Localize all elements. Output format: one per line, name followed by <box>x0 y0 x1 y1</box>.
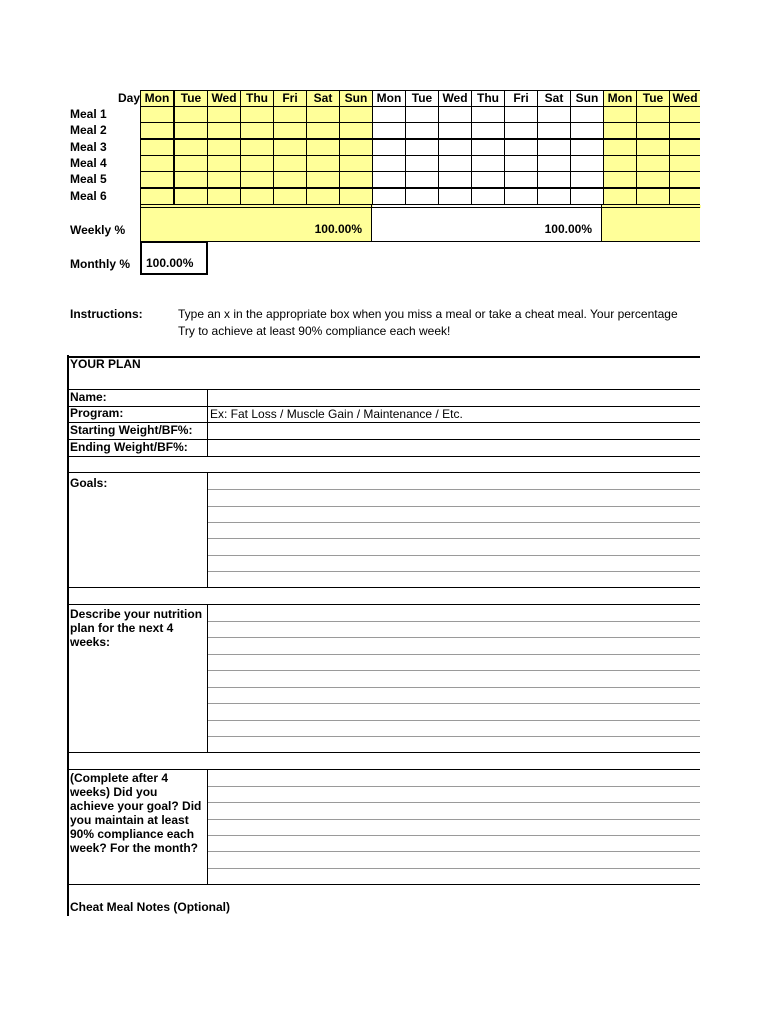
meal-checkbox-cell[interactable] <box>537 122 571 139</box>
day-header-tue: Tue <box>636 90 670 107</box>
meal-checkbox-cell[interactable] <box>140 171 174 188</box>
meal-checkbox-cell[interactable] <box>504 139 538 156</box>
writing-line[interactable] <box>208 835 700 836</box>
meal-label: Meal 5 <box>70 172 107 186</box>
meal-checkbox-cell[interactable] <box>471 171 505 188</box>
meal-checkbox-cell[interactable] <box>438 106 472 123</box>
meal-checkbox-cell[interactable] <box>372 188 406 205</box>
day-header-fri: Fri <box>273 90 307 107</box>
meal-checkbox-cell[interactable] <box>273 155 307 172</box>
writing-line[interactable] <box>208 571 700 572</box>
meal-checkbox-cell[interactable] <box>504 188 538 205</box>
ending-weight-field[interactable] <box>208 440 700 456</box>
writing-line[interactable] <box>208 868 700 869</box>
meal-checkbox-cell[interactable] <box>140 139 174 156</box>
meal-checkbox-cell[interactable] <box>306 106 340 123</box>
starting-weight-field[interactable] <box>208 423 700 439</box>
meal-label: Meal 4 <box>70 156 107 170</box>
meal-checkbox-cell[interactable] <box>405 139 439 156</box>
meal-checkbox-cell[interactable] <box>240 155 274 172</box>
meal-checkbox-cell[interactable] <box>339 106 373 123</box>
writing-line[interactable] <box>208 819 700 820</box>
meal-checkbox-cell[interactable] <box>603 122 637 139</box>
meal-checkbox-cell[interactable] <box>174 171 208 188</box>
meal-checkbox-cell[interactable] <box>603 171 637 188</box>
meal-checkbox-cell[interactable] <box>140 188 174 205</box>
day-header-mon: Mon <box>603 90 637 107</box>
monthly-percent-label: Monthly % <box>70 257 130 271</box>
monthly-percent-value: 100.00% <box>146 256 194 270</box>
writing-line[interactable] <box>208 687 700 688</box>
meal-label: Meal 3 <box>70 140 107 154</box>
meal-checkbox-cell[interactable] <box>504 106 538 123</box>
meal-checkbox-cell[interactable] <box>240 106 274 123</box>
meal-checkbox-cell[interactable] <box>240 171 274 188</box>
writing-line[interactable] <box>208 654 700 655</box>
name-field[interactable] <box>208 390 700 406</box>
meal-checkbox-cell[interactable] <box>207 155 241 172</box>
meal-checkbox-cell[interactable] <box>570 188 604 205</box>
plan-line <box>67 769 700 770</box>
meal-checkbox-cell[interactable] <box>471 106 505 123</box>
day-header-thu: Thu <box>471 90 505 107</box>
ending-weight-label: Ending Weight/BF%: <box>70 440 188 454</box>
day-header-mon: Mon <box>140 90 174 107</box>
meal-checkbox-cell[interactable] <box>537 139 571 156</box>
plan-line <box>67 456 700 457</box>
meal-checkbox-cell[interactable] <box>504 155 538 172</box>
meal-checkbox-cell[interactable] <box>405 106 439 123</box>
writing-line[interactable] <box>208 670 700 671</box>
meal-checkbox-cell[interactable] <box>372 155 406 172</box>
writing-line[interactable] <box>208 522 700 523</box>
meal-checkbox-cell[interactable] <box>504 122 538 139</box>
plan-top-border <box>67 356 700 358</box>
writing-line[interactable] <box>208 802 700 803</box>
meal-checkbox-cell[interactable] <box>438 139 472 156</box>
meal-checkbox-cell[interactable] <box>174 139 208 156</box>
meal-checkbox-cell[interactable] <box>636 122 670 139</box>
writing-line[interactable] <box>208 489 700 490</box>
day-header-sat: Sat <box>537 90 571 107</box>
meal-checkbox-cell[interactable] <box>174 155 208 172</box>
program-field[interactable]: Ex: Fat Loss / Muscle Gain / Maintenance / Etc. <box>210 407 463 421</box>
meal-checkbox-cell[interactable] <box>570 171 604 188</box>
week1-weekly-percent: 100.00% <box>314 222 362 236</box>
day-header-sun: Sun <box>570 90 604 107</box>
meal-checkbox-cell[interactable] <box>273 171 307 188</box>
meal-checkbox-cell[interactable] <box>174 188 208 205</box>
writing-line[interactable] <box>208 736 700 737</box>
day-header-mon: Mon <box>372 90 406 107</box>
weekly-percent-label: Weekly % <box>70 223 126 237</box>
meal-checkbox-cell[interactable] <box>636 106 670 123</box>
plan-label-divider-nutrition <box>207 604 208 752</box>
meal-checkbox-cell[interactable] <box>140 122 174 139</box>
meal-checkbox-cell[interactable] <box>570 106 604 123</box>
meal-checkbox-cell[interactable] <box>471 155 505 172</box>
meal-checkbox-cell[interactable] <box>306 171 340 188</box>
review-label: (Complete after 4 weeks) Did you achieve your goal? Did you maintain at least 90% compliance each week? For the month? <box>70 771 202 855</box>
nutrition-plan-label: Describe your nutrition plan for the next 4 weeks: <box>70 607 203 649</box>
meal-checkbox-cell[interactable] <box>207 106 241 123</box>
meal-checkbox-cell[interactable] <box>537 188 571 205</box>
meal-checkbox-cell[interactable] <box>570 122 604 139</box>
day-header-label: Day <box>117 91 140 105</box>
meal-checkbox-cell[interactable] <box>471 139 505 156</box>
meal-checkbox-cell[interactable] <box>306 122 340 139</box>
meal-checkbox-cell[interactable] <box>339 122 373 139</box>
meal-checkbox-cell[interactable] <box>207 139 241 156</box>
meal-checkbox-cell[interactable] <box>537 155 571 172</box>
cheat-meal-notes-label: Cheat Meal Notes (Optional) <box>70 900 231 914</box>
meal-checkbox-cell[interactable] <box>636 139 670 156</box>
meal-checkbox-cell[interactable] <box>339 155 373 172</box>
day-header-tue: Tue <box>174 90 208 107</box>
meal-checkbox-cell[interactable] <box>306 139 340 156</box>
plan-line <box>67 472 700 473</box>
meal-checkbox-cell[interactable] <box>174 122 208 139</box>
plan-line <box>67 752 700 753</box>
meal-checkbox-cell[interactable] <box>636 188 670 205</box>
meal-checkbox-cell[interactable] <box>471 122 505 139</box>
meal-checkbox-cell[interactable] <box>240 188 274 205</box>
day-header-wed: Wed <box>438 90 472 107</box>
day-header-sun: Sun <box>339 90 373 107</box>
meal-checkbox-cell[interactable] <box>405 188 439 205</box>
meal-checkbox-cell[interactable] <box>372 106 406 123</box>
meal-checkbox-cell[interactable] <box>603 155 637 172</box>
meal-checkbox-cell[interactable] <box>636 155 670 172</box>
meal-checkbox-cell[interactable] <box>372 139 406 156</box>
meal-checkbox-cell[interactable] <box>273 188 307 205</box>
day-header-wed: Wed <box>207 90 241 107</box>
meal-checkbox-cell[interactable] <box>273 122 307 139</box>
day-header-tue: Tue <box>405 90 439 107</box>
writing-line[interactable] <box>208 555 700 556</box>
meal-checkbox-cell[interactable] <box>306 155 340 172</box>
writing-line[interactable] <box>208 720 700 721</box>
meal-checkbox-cell[interactable] <box>405 171 439 188</box>
meal-checkbox-cell[interactable] <box>603 139 637 156</box>
writing-line[interactable] <box>208 621 700 622</box>
day-header-fri: Fri <box>504 90 538 107</box>
meal-checkbox-cell[interactable] <box>570 139 604 156</box>
meal-checkbox-cell[interactable] <box>669 155 700 172</box>
meal-label: Meal 1 <box>70 107 107 121</box>
meal-checkbox-cell[interactable] <box>537 106 571 123</box>
meal-checkbox-cell[interactable] <box>207 171 241 188</box>
starting-weight-label: Starting Weight/BF%: <box>70 423 193 437</box>
goals-label: Goals: <box>70 476 108 490</box>
meal-checkbox-cell[interactable] <box>273 139 307 156</box>
meal-checkbox-cell[interactable] <box>438 122 472 139</box>
meal-checkbox-cell[interactable] <box>339 188 373 205</box>
plan-line <box>67 604 700 605</box>
instructions-label: Instructions: <box>70 307 143 321</box>
meal-checkbox-cell[interactable] <box>669 106 700 123</box>
writing-line[interactable] <box>208 703 700 704</box>
meal-checkbox-cell[interactable] <box>438 188 472 205</box>
day-header-thu: Thu <box>240 90 274 107</box>
meal-checkbox-cell[interactable] <box>669 171 700 188</box>
meal-checkbox-cell[interactable] <box>669 188 700 205</box>
meal-checkbox-cell[interactable] <box>273 106 307 123</box>
meal-checkbox-cell[interactable] <box>140 106 174 123</box>
meal-checkbox-cell[interactable] <box>207 188 241 205</box>
meal-checkbox-cell[interactable] <box>372 122 406 139</box>
program-label: Program: <box>70 406 124 420</box>
meal-checkbox-cell[interactable] <box>174 106 208 123</box>
instructions-line-2: Try to achieve at least 90% compliance each week! <box>178 324 451 338</box>
meal-checkbox-cell[interactable] <box>438 155 472 172</box>
instructions-line-1: Type an x in the appropriate box when you miss a meal or take a cheat meal. Your percentage <box>178 307 678 321</box>
meal-checkbox-cell[interactable] <box>207 122 241 139</box>
meal-checkbox-cell[interactable] <box>339 139 373 156</box>
meal-checkbox-cell[interactable] <box>570 155 604 172</box>
writing-line[interactable] <box>208 851 700 852</box>
meal-checkbox-cell[interactable] <box>372 171 406 188</box>
writing-line[interactable] <box>208 506 700 507</box>
writing-line[interactable] <box>208 637 700 638</box>
week2-weekly-percent: 100.00% <box>544 222 592 236</box>
meal-checkbox-cell[interactable] <box>636 171 670 188</box>
week3-weekly-cell <box>601 207 700 242</box>
meal-checkbox-cell[interactable] <box>438 171 472 188</box>
plan-line <box>67 587 700 588</box>
meal-checkbox-cell[interactable] <box>405 122 439 139</box>
meal-checkbox-cell[interactable] <box>240 139 274 156</box>
writing-line[interactable] <box>208 786 700 787</box>
meal-checkbox-cell[interactable] <box>405 155 439 172</box>
writing-line[interactable] <box>208 538 700 539</box>
meal-checkbox-cell[interactable] <box>471 188 505 205</box>
meal-checkbox-cell[interactable] <box>669 122 700 139</box>
meal-checkbox-cell[interactable] <box>669 139 700 156</box>
day-header-wed: Wed <box>669 90 700 107</box>
meal-checkbox-cell[interactable] <box>240 122 274 139</box>
day-header-sat: Sat <box>306 90 340 107</box>
meal-label: Meal 2 <box>70 123 107 137</box>
meal-checkbox-cell[interactable] <box>504 171 538 188</box>
meal-checkbox-cell[interactable] <box>603 188 637 205</box>
meal-checkbox-cell[interactable] <box>140 155 174 172</box>
plan-line <box>67 884 700 885</box>
meal-checkbox-cell[interactable] <box>339 171 373 188</box>
meal-checkbox-cell[interactable] <box>306 188 340 205</box>
meal-checkbox-cell[interactable] <box>603 106 637 123</box>
meal-checkbox-cell[interactable] <box>537 171 571 188</box>
meal-label: Meal 6 <box>70 189 107 203</box>
plan-title: YOUR PLAN <box>70 357 141 371</box>
name-label: Name: <box>70 390 107 404</box>
